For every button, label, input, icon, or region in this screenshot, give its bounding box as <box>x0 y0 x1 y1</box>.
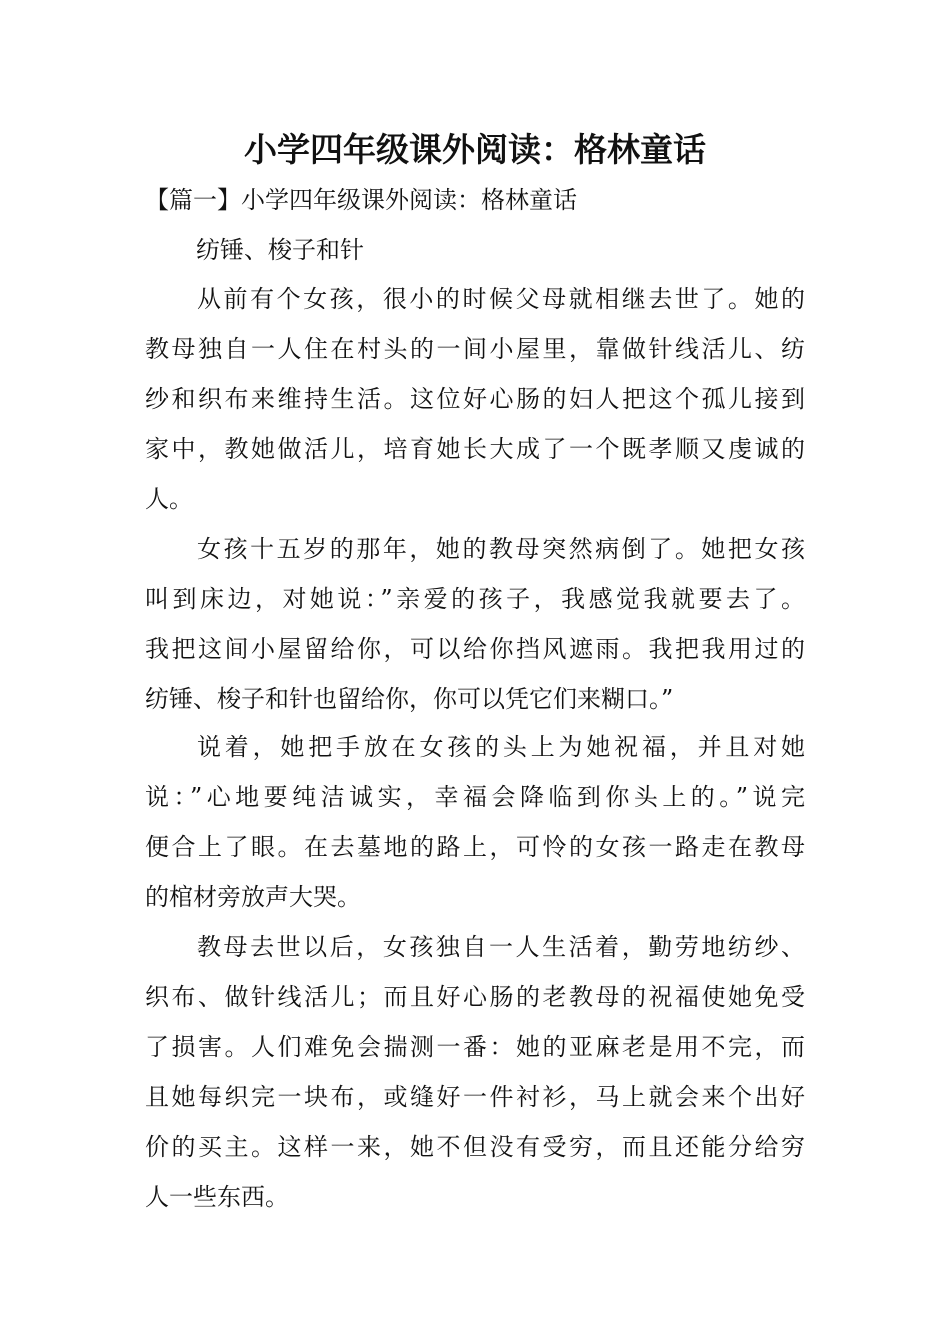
paragraph-line: 纱和织布来维持生活。这位好心肠的妇人把这个孤儿接到 <box>145 385 805 413</box>
paragraph-line: 人。 <box>145 485 193 513</box>
paragraph-line: 价的买主。这样一来，她不但没有受穷，而且还能分给穷 <box>145 1133 805 1161</box>
story-title: 纺锤、梭子和针 <box>196 236 364 264</box>
paragraph-line: 人一些东西。 <box>145 1183 289 1211</box>
paragraph-line: 教母独自一人住在村头的一间小屋里，靠做针线活儿、纺 <box>145 335 805 363</box>
paragraph-line: 且她每织完一块布，或缝好一件衬衫，马上就会来个出好 <box>145 1083 805 1111</box>
paragraph-4 <box>145 922 805 1222</box>
paragraph-line: 的棺材旁放声大哭。 <box>145 883 361 911</box>
paragraph-1 <box>145 274 805 524</box>
paragraph-line: 我把这间小屋留给你，可以给你挡风遮雨。我把我用过的 <box>145 635 805 663</box>
paragraph-line: 织布、做针线活儿；而且好心肠的老教母的祝福使她免受 <box>145 983 805 1011</box>
paragraph-line: 家中，教她做活儿，培育她长大成了一个既孝顺又虔诚的 <box>145 435 805 463</box>
paragraph-2 <box>145 524 805 724</box>
paragraph-line: 说着，她把手放在女孩的头上为她祝福，并且对她 <box>197 733 805 761</box>
paragraph-line: 叫到床边，对她说：”亲爱的孩子，我感觉我就要去了。 <box>145 585 805 613</box>
paragraph-line: 教母去世以后，女孩独自一人生活着，勤劳地纺纱、 <box>197 933 805 961</box>
page-title: 小学四年级课外阅读：格林童话 <box>244 130 706 169</box>
paragraph-line: 便合上了眼。在去墓地的路上，可怜的女孩一路走在教母 <box>145 833 805 861</box>
section-subtitle: 【篇一】小学四年级课外阅读：格林童话 <box>145 186 577 214</box>
paragraph-line: 说：”心地要纯洁诚实，幸福会降临到你头上的。”说完 <box>145 783 805 811</box>
paragraph-line: 了损害。人们难免会揣测一番：她的亚麻老是用不完，而 <box>145 1033 805 1061</box>
paragraph-3 <box>145 722 805 922</box>
paragraph-line: 纺锤、梭子和针也留给你，你可以凭它们来糊口。” <box>145 685 674 713</box>
paragraph-line: 从前有个女孩，很小的时候父母就相继去世了。她的 <box>197 285 805 313</box>
paragraph-line: 女孩十五岁的那年，她的教母突然病倒了。她把女孩 <box>197 535 805 563</box>
